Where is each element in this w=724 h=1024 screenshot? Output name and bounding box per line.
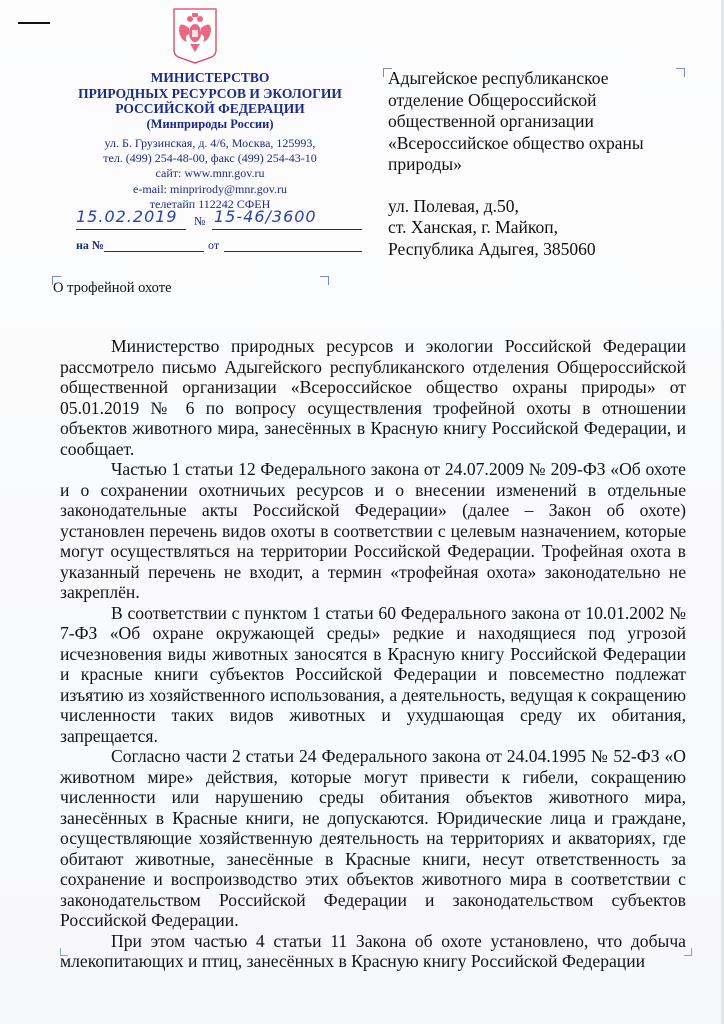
page-corner-mark <box>60 948 68 956</box>
recipient-block <box>388 68 688 260</box>
recipient-address-line: ст. Ханская, г. Майкоп, <box>388 217 558 237</box>
ministry-email: e-mail: minprirody@mnr.gov.ru <box>133 181 287 196</box>
page-mark <box>18 22 50 24</box>
reply-to-underline <box>104 251 204 252</box>
ministry-teletype: телетайп 112242 СФЕН <box>149 196 271 211</box>
ministry-contacts <box>60 136 360 212</box>
handwritten-date: 15.02.2019 <box>76 207 178 226</box>
reply-to-label: на № <box>76 238 104 252</box>
body-paragraph: При этом частью 4 статьи 11 Закона об охоте установлено, что добыча млекопитающих и птиц, занесённых в Красную книгу Российской Федерации <box>60 930 686 971</box>
recipient-org-line: отделение Общероссийской <box>388 89 597 110</box>
letter-subject: О трофейной охоте <box>53 280 172 296</box>
recipient-address <box>388 196 688 261</box>
page-corner-mark <box>684 948 692 956</box>
body-paragraph: Частью 1 статьи 12 Федерального закона от 24.07.2009 № 209-ФЗ «Об охоте и о сохранении охотничьих ресурсов и о внесении изменений в отдельные законодательные акты Российской Федерации» (далее – Закон об охоте) установлен перечень видов охоты в соответствии с целевым назначением, которые могут осуществляться на территории Российской Федерации. Трофейная охота в указанный перечень не входит, а термин «трофейная охота» законодательно не закреплён. <box>60 459 686 602</box>
from-label: от <box>208 238 220 252</box>
body-paragraph: Министерство природных ресурсов и экологии Российской Федерации рассмотрело письмо Адыгейского республиканского отделения Общероссийской общественной организации «Всероссийское общество охраны природы» от 05.01.2019 № 6 по вопросу осуществления трофейной охоты в отношении объектов животного мира, занесённых в Красную книгу Российской Федерации, и сообщает. <box>60 336 686 459</box>
recipient-address-line: ул. Полевая, д.50, <box>388 195 519 216</box>
handwritten-number: 15-46/3600 <box>214 207 317 226</box>
body-paragraph: Согласно части 2 статьи 24 Федерального закона от 24.04.1995 № 52-ФЗ «О животном мире» действия, которые могут привести к гибели, сокращению численности или нарушению среды обитания объектов животного мира, занесённых в Красные книги, не допускаются. Юридические лица и граждане, осуществляющие хозяйственную деятельность на территориях и акваториях, где обитают животные, занесённые в Красные книги, несут ответственность за сохранение и воспроизводство этих объектов животного мира в соответствии с законодательством Российской Федерации и законодательством субъектов Российской Федерации. <box>60 746 686 930</box>
ministry-address: ул. Б. Грузинская, д. 4/6, Москва, 125993, <box>104 136 316 150</box>
ministry-website: сайт: www.mnr.gov.ru <box>155 166 265 181</box>
subject-corner-mark <box>320 276 329 285</box>
ministry-name <box>60 70 360 132</box>
body-paragraph: В соответствии с пунктом 1 статьи 60 Федерального закона от 10.01.2002 № 7-ФЗ «Об охране окружающей среды» редкие и находящиеся под угрозой исчезновения виды животных заносятся в Красную книгу Российской Федерации и красные книги субъектов Российской Федерации и повсеместно подлежат изъятию из хозяйственного использования, а деятельность, ведущая к сокращению численности таких видов животных и ухудшающая среду их обитания, запрещается. <box>60 602 686 746</box>
recipient-org-line: «Всероссийское общество охраны <box>388 132 644 153</box>
number-label: № <box>194 214 206 228</box>
from-underline <box>224 251 362 252</box>
date-underline <box>76 229 186 230</box>
ministry-line: ПРИРОДНЫХ РЕСУРСОВ И ЭКОЛОГИИ <box>78 85 342 101</box>
recipient-org-line: природы» <box>388 154 462 174</box>
ministry-phone: тел. (499) 254-48-00, факс (499) 254-43-10 <box>103 151 317 166</box>
recipient-org-line: Адыгейское республиканское <box>388 68 609 88</box>
ministry-line: МИНИСТЕРСТВО <box>150 70 270 85</box>
ministry-short-name: (Минприроды России) <box>146 116 274 131</box>
ministry-line: РОССИЙСКОЙ ФЕДЕРАЦИИ <box>115 101 305 116</box>
letter-body <box>60 336 686 972</box>
recipient-org-line: общественной организации <box>388 111 594 131</box>
recipient-address-line: Республика Адыгея, 385060 <box>388 238 596 259</box>
number-underline <box>212 229 362 230</box>
russian-coat-of-arms-icon <box>171 6 219 66</box>
